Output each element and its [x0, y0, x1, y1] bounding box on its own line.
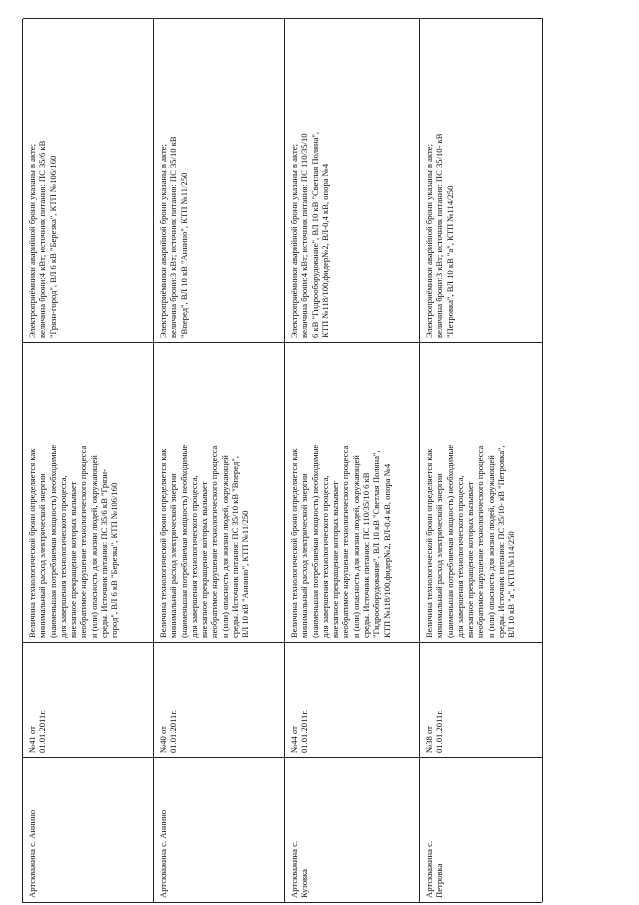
act-cell: №40 от 01.01.2011г.: [154, 642, 284, 757]
rotated-document-table: [22, 19, 542, 903]
table-row: [154, 18, 285, 902]
emergency-reserve-cell: Электроприёмники аварийной брони указаны в акте; величина брони:4 кВт; источник питания: ПС 35/6 кВ "Грязи-город", ВЛ 6 кВ "Березка", КТП №106/160: [23, 18, 153, 342]
act-cell: №41 от 01.01.2011г.: [23, 642, 153, 757]
location-cell: Артскважина с. Кузовка: [285, 757, 419, 902]
tech-reserve-description-cell: Величина технологической брони определяется как минимальный расход электрической энергии (наименьшая потребляемая мощность) необходимые для завершения технологического процесса, внезапное прекращение которых вызывает необратимое нарушение технологического процесса и (или) опасность для жизни людей, окружающей среды. Источник питания: ПС 110/35/10 6 кВ "Гидрооборудование", ВЛ 10 кВ "Светлая Поляна", КТП №118/100,фидер№2, ВЛ-0,4 кВ, опора №4: [285, 342, 419, 642]
location-cell: Артскважина с. Аннино: [154, 757, 284, 902]
act-cell: №44 от 01.01.2011г.: [285, 642, 419, 757]
table-row: [420, 18, 543, 902]
location-cell: Артскважина с. Петровка: [420, 757, 542, 902]
emergency-reserve-cell: Электроприёмники аварийной брони указаны в акте; величина брони:3 кВт; источник питания: ПС 35/10 кВ "Вперед", ВЛ 10 кВ "Аннино", КТП №11/250: [154, 18, 284, 342]
tech-reserve-description-cell: Величина технологической брони определяется как минимальный расход электрической энергии (наименьшая потребляемая мощность) необходимые для завершения технологического процесса, внезапное прекращение которых вызывает необратимое нарушение технологического процесса и (или) опасность для жизни людей, окружающей среды. Источник питания: ПС 35/10- кВ "Петровка", ВЛ 10 кВ "а", КТП №114/250: [420, 342, 542, 642]
emergency-reserve-cell: Электроприёмники аварийной брони указаны в акте; величина брони:4 кВт; источник питания: ПС 110/35/10 6 кВ "Гидрооборудование", ВЛ 10 кВ "Светлая Поляна", КТП №118/100,фидер№2, ВЛ-0,4 кВ, опора №4: [285, 18, 419, 342]
act-cell: №38 от 01.01.2011г.: [420, 642, 542, 757]
emergency-reserve-cell: Электроприёмники аварийной брони указаны в акте; величина брони:3 кВт; источник питания: ПС 35/10- кВ "Петровка", ВЛ 10 кВ "а", КТП №114/250: [420, 18, 542, 342]
table-row: [23, 18, 154, 902]
tech-reserve-description-cell: Величина технологической брони определяется как минимальный расход электрической энергии (наименьшая потребляемая мощность) необходимые для завершения технологического процесса, внезапное прекращение которых вызывает необратимое нарушение технологического процесса и (или) опасность для жизни людей, окружающей среды. Источник питания: ПС 35/10 кВ "Вперед", ВЛ 10 кВ "Аннино", КТП №11/250: [154, 342, 284, 642]
table-row: [285, 18, 420, 902]
tech-reserve-description-cell: Величина технологической брони определяется как минимальный расход электрической энергии (наименьшая потребляемая мощность) необходимые для завершения технологического процесса, внезапное прекращение которых вызывает необратимое нарушение технологического процесса и (или) опасность для жизни людей, окружающей среды. Источник питания: ПС 35/6 кВ "Грязи- город", ВЛ 6 кВ "Березка", КТП №106/160: [23, 342, 153, 642]
location-cell: Артскважина с. Аннино: [23, 757, 153, 902]
